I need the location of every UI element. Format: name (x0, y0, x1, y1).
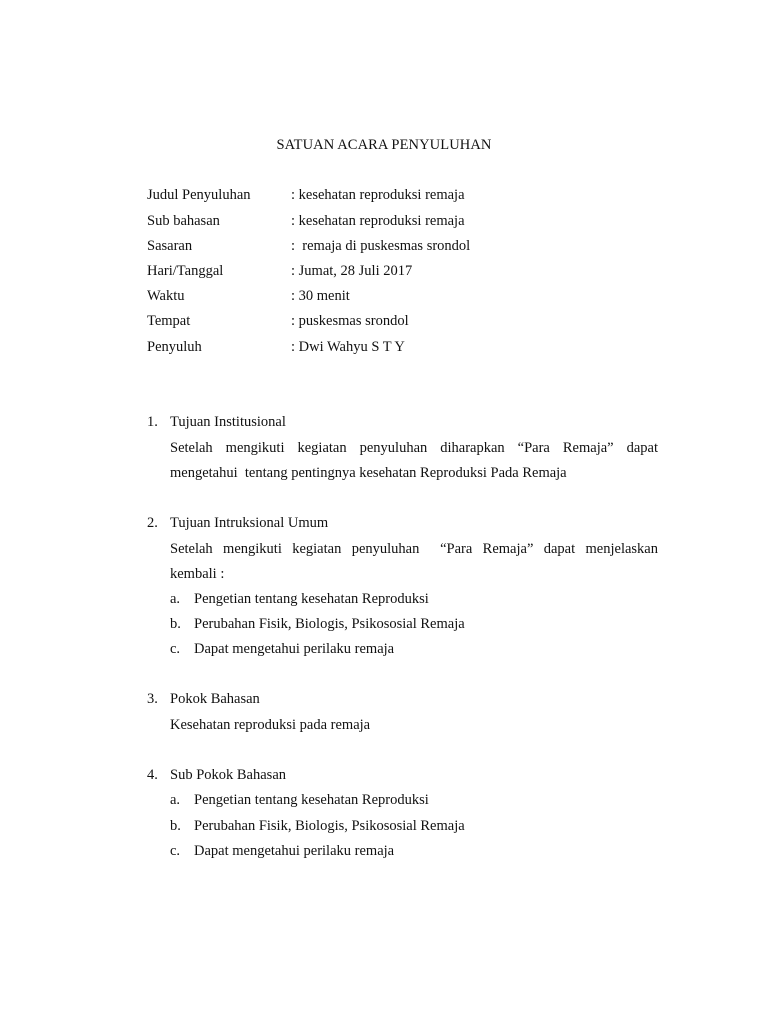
meta-value: : kesehatan reproduksi remaja (291, 187, 465, 203)
section-heading: Tujuan Intruksional Umum (170, 515, 329, 531)
page-title: SATUAN ACARA PENYULUHAN (276, 137, 492, 153)
list-item: Dapat mengetahui perilaku remaja (194, 843, 395, 859)
meta-row-sasaran (147, 238, 667, 258)
meta-row-judul (147, 187, 667, 207)
section-heading: Tujuan Institusional (170, 414, 286, 430)
section-heading: Pokok Bahasan (170, 691, 260, 707)
list-item-letter: c. (170, 843, 181, 859)
section-number: 4. (147, 767, 158, 783)
list-item-letter: b. (170, 818, 181, 834)
list-item: Perubahan Fisik, Biologis, Psikososial Remaja (194, 818, 465, 834)
meta-value: : Dwi Wahyu S T Y (291, 339, 405, 355)
meta-value: : 30 menit (291, 288, 350, 304)
meta-label: Hari/Tanggal (147, 263, 224, 279)
meta-label: Tempat (147, 313, 191, 329)
meta-label: Sasaran (147, 238, 193, 254)
meta-value: : remaja di puskesmas srondol (291, 238, 471, 254)
meta-value: : kesehatan reproduksi remaja (291, 213, 465, 229)
meta-label: Judul Penyuluhan (147, 187, 251, 203)
meta-row-penyuluh (147, 339, 667, 359)
section-body-line: Kesehatan reproduksi pada remaja (170, 717, 371, 733)
list-item: Pengetian tentang kesehatan Reproduksi (194, 591, 429, 607)
meta-row-sub-bahasan (147, 213, 667, 233)
meta-label: Penyuluh (147, 339, 202, 355)
meta-label: Waktu (147, 288, 185, 304)
meta-row-hari-tanggal (147, 263, 667, 283)
meta-row-tempat (147, 313, 667, 333)
meta-value: : puskesmas srondol (291, 313, 409, 329)
meta-row-waktu (147, 288, 667, 308)
section-body-line: mengetahui tentang pentingnya kesehatan Reproduksi Pada Remaja (170, 465, 567, 481)
list-item-letter: b. (170, 616, 181, 632)
meta-value: : Jumat, 28 Juli 2017 (291, 263, 413, 279)
section-body-line: Setelah mengikuti kegiatan penyuluhan “Para Remaja” dapat menjelaskan (170, 541, 658, 557)
meta-label: Sub bahasan (147, 213, 220, 229)
section-number: 1. (147, 414, 158, 430)
list-item: Pengetian tentang kesehatan Reproduksi (194, 792, 429, 808)
section-number: 3. (147, 691, 158, 707)
section-body-line: kembali : (170, 566, 225, 582)
section-number: 2. (147, 515, 158, 531)
list-item: Perubahan Fisik, Biologis, Psikososial Remaja (194, 616, 465, 632)
section-heading: Sub Pokok Bahasan (170, 767, 286, 783)
section-body-line: Setelah mengikuti kegiatan penyuluhan diharapkan “Para Remaja” dapat (170, 440, 658, 456)
list-item: Dapat mengetahui perilaku remaja (194, 641, 395, 657)
list-item-letter: c. (170, 641, 181, 657)
list-item-letter: a. (170, 591, 181, 607)
list-item-letter: a. (170, 792, 181, 808)
